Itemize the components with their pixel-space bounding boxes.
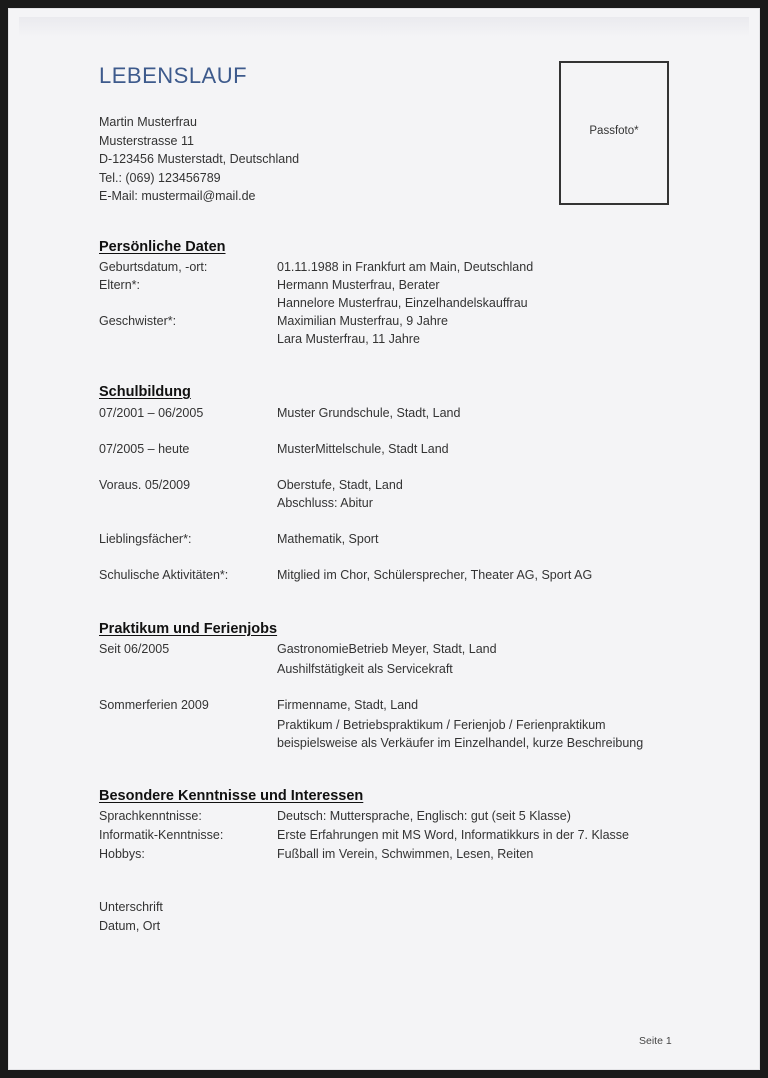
date-place-label: Datum, Ort: [99, 919, 161, 933]
school-activities-value: Mitglied im Chor, Schülersprecher, Theater AG, Sport AG: [277, 568, 593, 582]
section-heading-school: Schulbildung: [99, 384, 191, 400]
school-entry: Muster Grundschule, Stadt, Land: [277, 406, 461, 420]
favorite-subjects-value: Mathematik, Sport: [277, 532, 379, 546]
internship-entry: Firmenname, Stadt, Land: [277, 698, 419, 712]
skill-value: Deutsch: Muttersprache, Englisch: gut (seit 5 Klasse): [277, 809, 571, 823]
school-entry: Oberstufe, Stadt, Land: [277, 478, 403, 492]
birth-value: 01.11.1988 in Frankfurt am Main, Deutschland: [277, 260, 534, 274]
document-page: [8, 8, 760, 1070]
page-number: Seite 1: [639, 1035, 672, 1047]
internship-date: Sommerferien 2009: [99, 698, 209, 712]
school-date: 07/2001 – 06/2005: [99, 406, 204, 420]
contact-street: Musterstrasse 11: [99, 133, 194, 148]
signature-label: Unterschrift: [99, 900, 163, 914]
skill-label: Hobbys:: [99, 847, 145, 861]
skill-label: Sprachkenntnisse:: [99, 809, 202, 823]
parents-value: Hannelore Musterfrau, Einzelhandelskauffrau: [277, 296, 528, 310]
internship-entry: Aushilfstätigkeit als Servicekraft: [277, 662, 453, 676]
section-heading-internship: Praktikum und Ferienjobs: [99, 621, 278, 637]
siblings-value: Lara Musterfrau, 11 Jahre: [277, 332, 420, 346]
siblings-value: Maximilian Musterfrau, 9 Jahre: [277, 314, 448, 328]
skill-value: Erste Erfahrungen mit MS Word, Informatikkurs in der 7. Klasse: [277, 828, 629, 842]
school-entry: Abschluss: Abitur: [277, 496, 373, 510]
contact-phone: Tel.: (069) 123456789: [99, 170, 221, 185]
internship-entry: beispielsweise als Verkäufer im Einzelhandel, kurze Beschreibung: [277, 736, 644, 750]
school-date: 07/2005 – heute: [99, 442, 190, 456]
contact-email: E-Mail: mustermail@mail.de: [99, 189, 256, 203]
parents-label: Eltern*:: [99, 278, 140, 292]
school-date: Voraus. 05/2009: [99, 478, 191, 492]
parents-value: Hermann Musterfrau, Berater: [277, 278, 440, 292]
siblings-label: Geschwister*:: [99, 314, 177, 328]
section-heading-skills: Besondere Kenntnisse und Interessen: [99, 788, 364, 804]
school-activities-label: Schulische Aktivitäten*:: [99, 568, 229, 582]
favorite-subjects-label: Lieblingsfächer*:: [99, 532, 192, 546]
internship-entry: GastronomieBetrieb Meyer, Stadt, Land: [277, 642, 497, 656]
section-heading-personal: Persönliche Daten: [99, 239, 226, 255]
school-entry: MusterMittelschule, Stadt Land: [277, 442, 449, 456]
contact-block: [99, 113, 299, 206]
contact-name: Martin Musterfrau: [99, 115, 197, 129]
birth-label: Geburtsdatum, -ort:: [99, 260, 208, 274]
photo-label: Passfoto*: [589, 125, 639, 137]
skill-value: Fußball im Verein, Schwimmen, Lesen, Reiten: [277, 847, 534, 861]
photo-placeholder: [559, 61, 669, 205]
skill-label: Informatik-Kenntnisse:: [99, 828, 224, 842]
internship-date: Seit 06/2005: [99, 642, 170, 656]
contact-city: D-123456 Musterstadt, Deutschland: [99, 152, 300, 166]
page-title: LEBENSLAUF: [99, 63, 248, 88]
internship-entry: Praktikum / Betriebspraktikum / Ferienjob / Ferienpraktikum: [277, 718, 606, 732]
